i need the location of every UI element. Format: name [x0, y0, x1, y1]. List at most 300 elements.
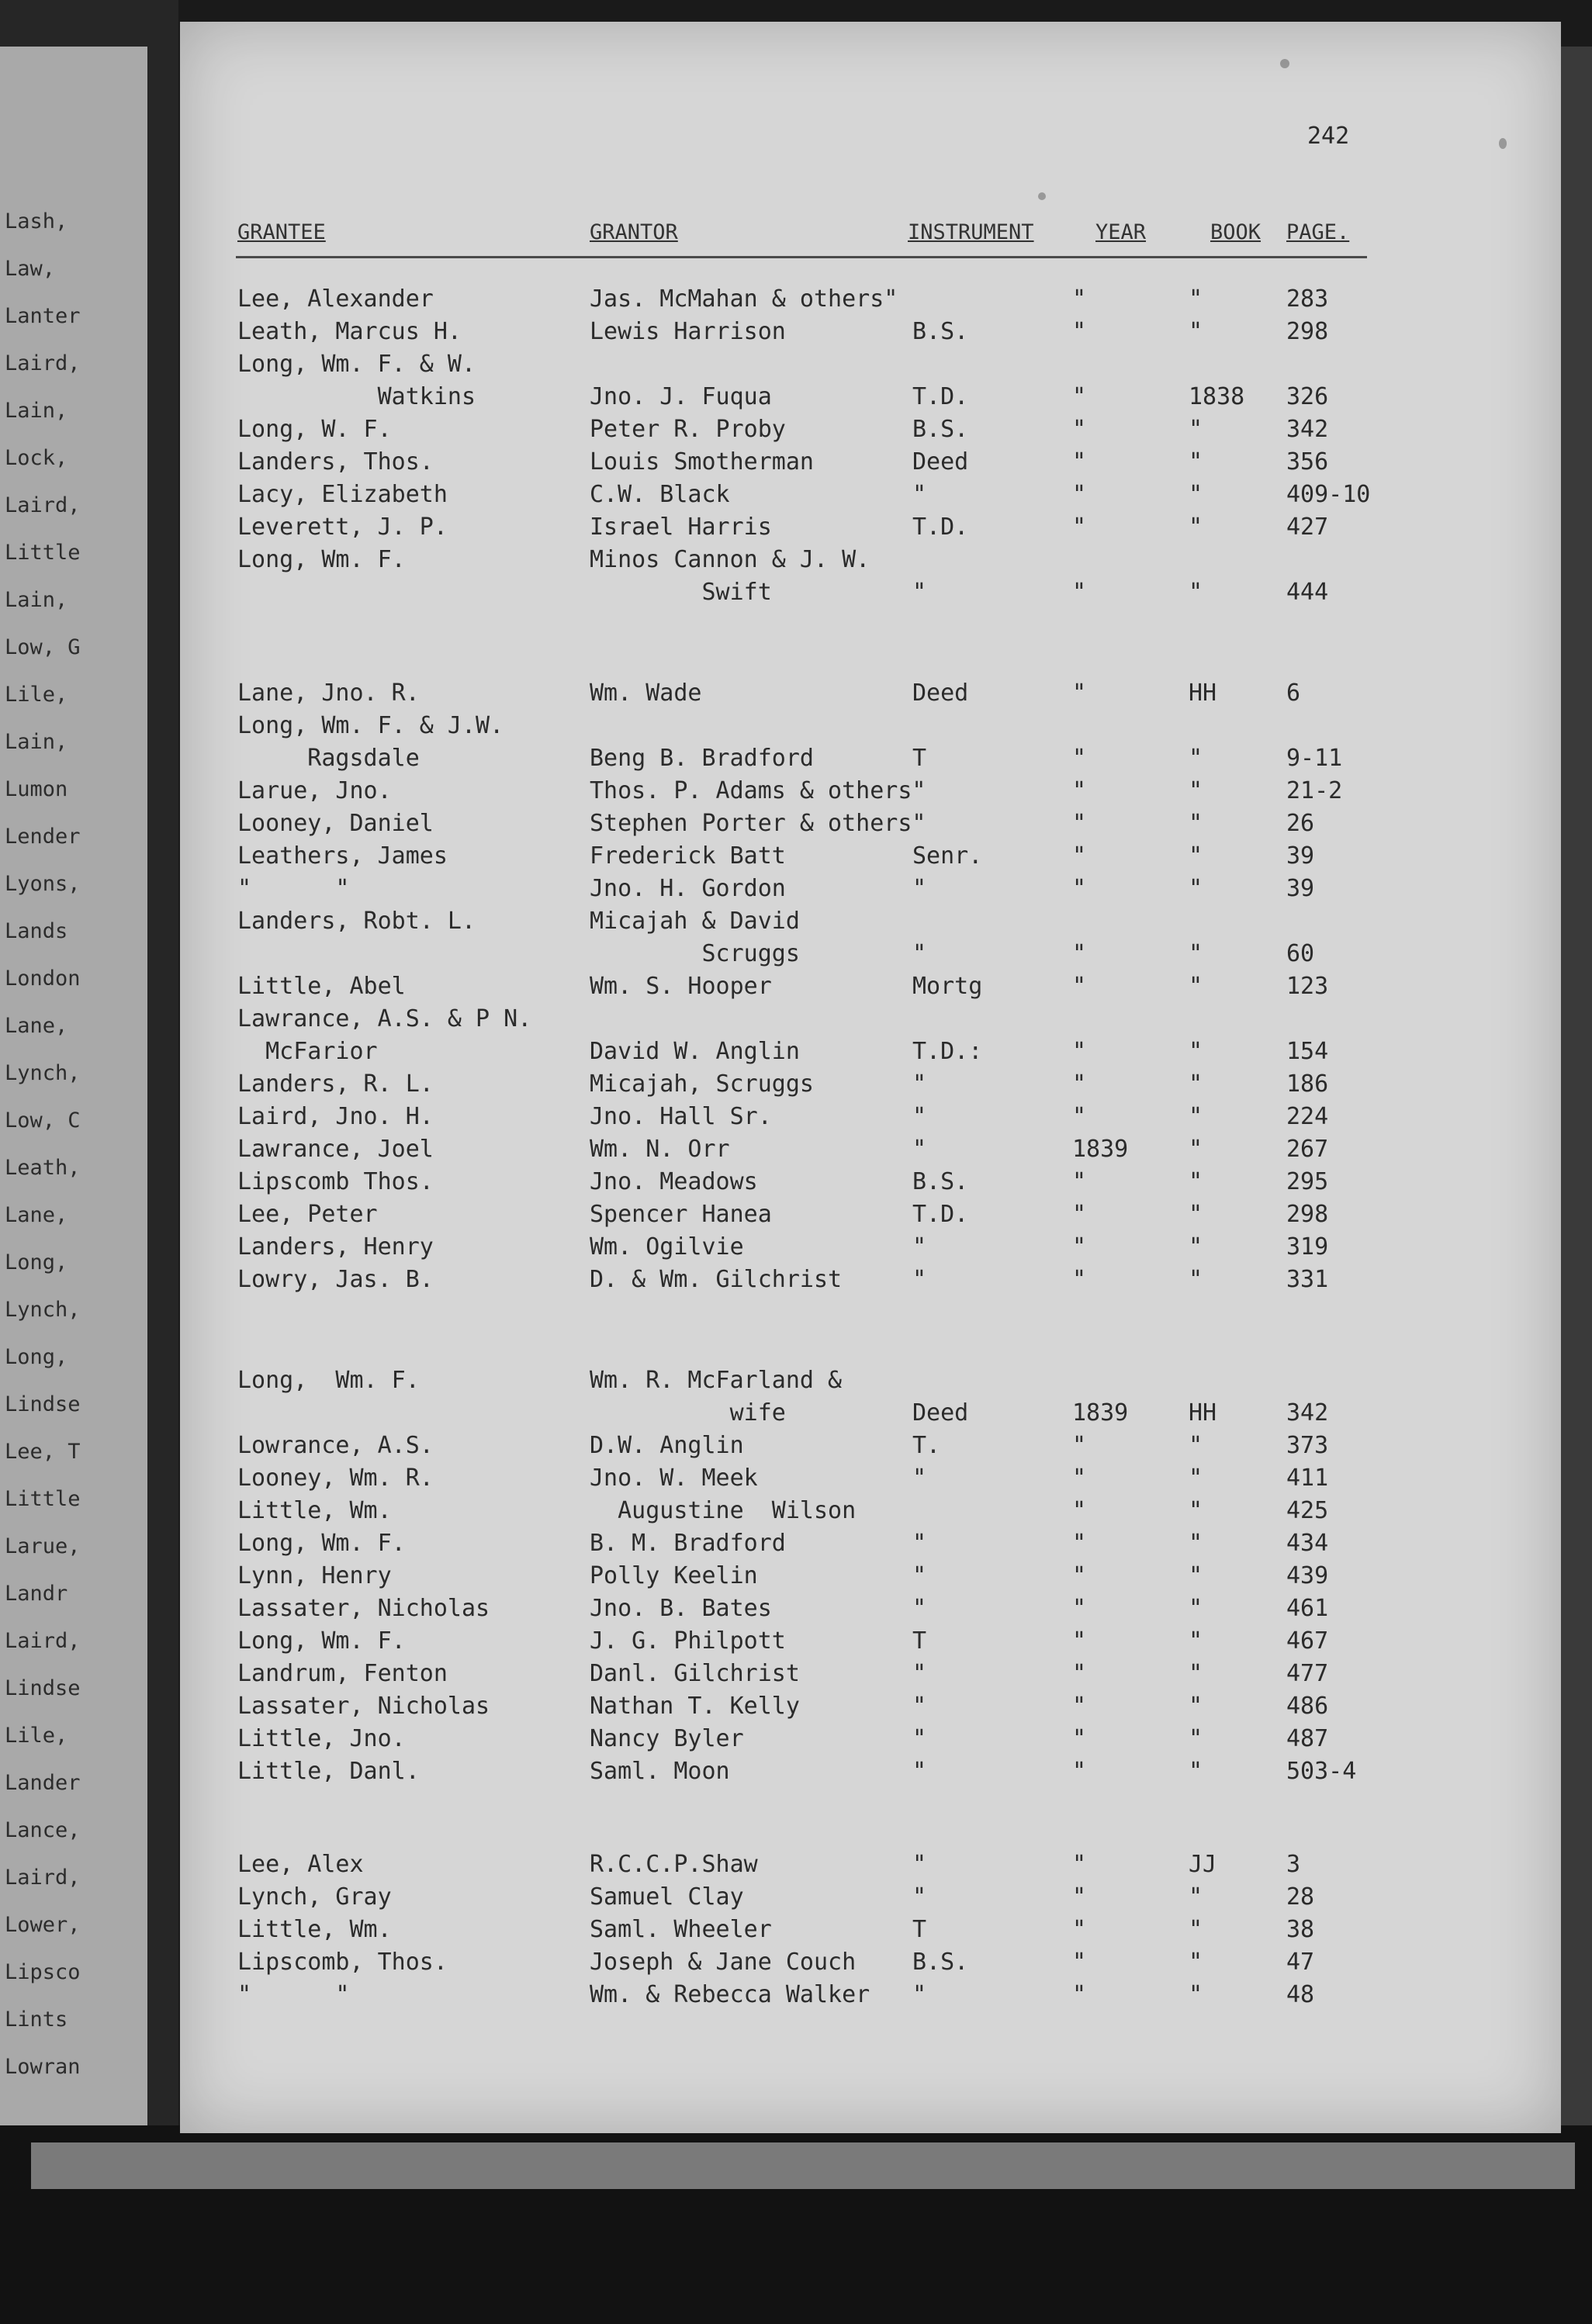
entry-instrument: "	[912, 1233, 927, 1261]
entry-page: 439	[1286, 1562, 1329, 1589]
entry-page: 60	[1286, 940, 1315, 967]
entry-instrument: "	[912, 579, 927, 606]
entry-year: "	[1072, 1497, 1087, 1524]
index-entry	[180, 1168, 1561, 1199]
entry-page: 26	[1286, 810, 1315, 837]
entry-instrument: Mortg	[912, 973, 983, 1000]
entry-instrument: T.D.	[912, 514, 969, 541]
entry-grantor: Scruggs	[590, 940, 800, 967]
index-entry	[180, 973, 1561, 1004]
entry-page: 9-11	[1286, 745, 1343, 772]
entry-grantee: Lawrance, Joel	[237, 1136, 434, 1163]
adjacent-page-text: Lands	[5, 919, 68, 943]
entry-instrument: Deed	[912, 1399, 969, 1427]
entry-page: 154	[1286, 1038, 1329, 1065]
entry-year: "	[1072, 1070, 1087, 1098]
adjacent-page-text: Larue,	[5, 1534, 81, 1558]
adjacent-page-text: Laird,	[5, 351, 81, 375]
entry-grantor: Stephen Porter & others"	[590, 810, 926, 837]
entry-book: 1838	[1189, 383, 1245, 410]
adjacent-page-text: Laird,	[5, 1866, 81, 1890]
entry-grantee: Leathers, James	[237, 842, 448, 870]
entry-year: "	[1072, 1693, 1087, 1720]
entry-grantor: Wm. R. McFarland &	[590, 1367, 843, 1394]
entry-page: 356	[1286, 448, 1329, 476]
index-entry	[180, 1038, 1561, 1069]
index-entry	[180, 1981, 1561, 2012]
entry-instrument: "	[912, 1660, 927, 1687]
entry-grantee: Long, Wm. F.	[237, 546, 406, 573]
entry-book: "	[1189, 318, 1203, 345]
entry-year: "	[1072, 680, 1087, 707]
entry-year: "	[1072, 1851, 1087, 1878]
index-entry	[180, 1465, 1561, 1496]
entry-year: 1839	[1072, 1399, 1129, 1427]
entry-grantor: D.W. Anglin	[590, 1432, 744, 1459]
index-entry	[180, 1399, 1561, 1430]
entry-page: 411	[1286, 1465, 1329, 1492]
entry-instrument: "	[912, 1725, 927, 1752]
index-entry	[180, 1367, 1561, 1398]
entry-instrument: Deed	[912, 448, 969, 476]
entry-instrument: T	[912, 745, 927, 772]
header-year: YEAR	[1095, 220, 1147, 244]
entry-page: 47	[1286, 1949, 1315, 1976]
entry-instrument: Deed	[912, 680, 969, 707]
index-entry	[180, 1103, 1561, 1134]
entry-year: "	[1072, 1038, 1087, 1065]
adjacent-page-text: Lowran	[5, 2055, 81, 2079]
entry-year: "	[1072, 1627, 1087, 1655]
entry-grantor: Nathan T. Kelly	[590, 1693, 800, 1720]
adjacent-page-text: Lynch,	[5, 1298, 81, 1322]
adjacent-page-text: Laird,	[5, 493, 81, 517]
entry-book: "	[1189, 285, 1203, 313]
entry-instrument: "	[912, 1136, 927, 1163]
entry-grantor: Frederick Batt	[590, 842, 786, 870]
header-page: PAGE.	[1286, 220, 1350, 244]
entry-instrument: "	[912, 1758, 927, 1785]
entry-book: "	[1189, 1465, 1203, 1492]
entry-page: 319	[1286, 1233, 1329, 1261]
entry-book: "	[1189, 1266, 1203, 1293]
entry-book: "	[1189, 810, 1203, 837]
page-number: 242	[1307, 123, 1350, 150]
entry-book: "	[1189, 1136, 1203, 1163]
entry-book: "	[1189, 1497, 1203, 1524]
entry-book: "	[1189, 1562, 1203, 1589]
entry-book: "	[1189, 875, 1203, 902]
entry-year: "	[1072, 1725, 1087, 1752]
entry-year: "	[1072, 448, 1087, 476]
entry-book: "	[1189, 481, 1203, 508]
index-entry	[180, 481, 1561, 512]
adjacent-page-text: Little	[5, 541, 81, 565]
entry-grantor: Jno. Hall Sr.	[590, 1103, 772, 1130]
entry-page: 123	[1286, 973, 1329, 1000]
entry-page: 342	[1286, 1399, 1329, 1427]
entry-grantor: D. & Wm. Gilchrist	[590, 1266, 843, 1293]
adjacent-page-text: Lender	[5, 825, 81, 849]
entry-year: "	[1072, 579, 1087, 606]
entry-book: "	[1189, 1201, 1203, 1228]
entry-year: "	[1072, 1168, 1087, 1195]
entry-year: "	[1072, 973, 1087, 1000]
entry-page: 28	[1286, 1883, 1315, 1911]
column-header-row	[234, 220, 1367, 253]
index-entry	[180, 1949, 1561, 1980]
entry-grantee: Lynch, Gray	[237, 1883, 392, 1911]
scan-bottom-strip	[31, 2142, 1575, 2189]
entry-grantee: McFarior	[237, 1038, 378, 1065]
adjacent-page-text: London	[5, 967, 81, 991]
entry-year: "	[1072, 481, 1087, 508]
entry-grantor: Thos. P. Adams & others"	[590, 777, 926, 804]
entry-book: "	[1189, 416, 1203, 443]
entry-grantee: Long, W. F.	[237, 416, 392, 443]
entry-instrument: T.	[912, 1432, 941, 1459]
entry-year: "	[1072, 1758, 1087, 1785]
index-entry	[180, 777, 1561, 808]
entry-instrument: "	[912, 1883, 927, 1911]
entry-grantee: Lipscomb Thos.	[237, 1168, 434, 1195]
entry-grantee: Watkins	[237, 383, 476, 410]
index-entry	[180, 810, 1561, 841]
index-entry	[180, 1562, 1561, 1593]
entry-page: 409-10	[1286, 481, 1371, 508]
entry-grantee: Lee, Alexander	[237, 285, 434, 313]
adjacent-page-text: Lints	[5, 2008, 68, 2032]
entry-grantor: Nancy Byler	[590, 1725, 744, 1752]
entry-grantee: Landers, R. L.	[237, 1070, 434, 1098]
entry-page: 298	[1286, 1201, 1329, 1228]
entry-instrument: "	[912, 1851, 927, 1878]
entry-book: "	[1189, 448, 1203, 476]
entry-page: 487	[1286, 1725, 1329, 1752]
entry-year: "	[1072, 1465, 1087, 1492]
entry-year: "	[1072, 1432, 1087, 1459]
entry-page: 6	[1286, 680, 1301, 707]
entry-grantor: Jno. B. Bates	[590, 1595, 772, 1622]
entry-grantor: Micajah, Scruggs	[590, 1070, 814, 1098]
entry-instrument: "	[912, 1595, 927, 1622]
entry-grantor: R.C.C.P.Shaw	[590, 1851, 758, 1878]
index-entry	[180, 940, 1561, 971]
adjacent-page-text: Lumon	[5, 777, 68, 801]
entry-page: 21-2	[1286, 777, 1343, 804]
entry-year: "	[1072, 383, 1087, 410]
entry-grantor: David W. Anglin	[590, 1038, 800, 1065]
scan-speck	[1499, 138, 1507, 149]
adjacent-page-text: Lain,	[5, 730, 68, 754]
index-entry	[180, 1660, 1561, 1691]
index-entry	[180, 1497, 1561, 1528]
entry-page: 467	[1286, 1627, 1329, 1655]
adjacent-page-text: Lance,	[5, 1818, 81, 1842]
entry-book: "	[1189, 1070, 1203, 1098]
entry-grantee: Lipscomb, Thos.	[237, 1949, 448, 1976]
entry-grantor: Danl. Gilchrist	[590, 1660, 800, 1687]
entry-grantee: " "	[237, 1981, 350, 2008]
entry-instrument: T.D.	[912, 1201, 969, 1228]
entry-grantee: Looney, Wm. R.	[237, 1465, 434, 1492]
entry-grantor: Israel Harris	[590, 514, 772, 541]
entry-year: "	[1072, 1562, 1087, 1589]
entry-page: 283	[1286, 285, 1329, 313]
entry-grantee: Lassater, Nicholas	[237, 1693, 490, 1720]
entry-year: "	[1072, 1916, 1087, 1943]
index-entry	[180, 1201, 1561, 1232]
entry-grantor: Polly Keelin	[590, 1562, 758, 1589]
entry-grantor: Jno. J. Fuqua	[590, 383, 772, 410]
entry-page: 477	[1286, 1660, 1329, 1687]
entry-grantee: Lacy, Elizabeth	[237, 481, 448, 508]
entry-book: "	[1189, 1693, 1203, 1720]
entry-year: "	[1072, 514, 1087, 541]
entry-page: 503-4	[1286, 1758, 1357, 1785]
entry-grantee: Lowry, Jas. B.	[237, 1266, 434, 1293]
adjacent-page-text: Lash,	[5, 209, 68, 233]
entry-grantee: Lawrance, A.S. & P N.	[237, 1005, 532, 1032]
adjacent-page-text: Lee, T	[5, 1440, 81, 1464]
entry-book: JJ	[1189, 1851, 1217, 1878]
adjacent-page-text: Long,	[5, 1345, 68, 1369]
entry-instrument: B.S.	[912, 318, 969, 345]
entry-page: 427	[1286, 514, 1329, 541]
entry-book: HH	[1189, 680, 1217, 707]
index-entry	[180, 1266, 1561, 1297]
entry-grantor: J. G. Philpott	[590, 1627, 786, 1655]
entry-book: "	[1189, 1883, 1203, 1911]
entry-year: "	[1072, 318, 1087, 345]
entry-book: "	[1189, 842, 1203, 870]
index-entry	[180, 579, 1561, 610]
entry-year: "	[1072, 875, 1087, 902]
adjacent-page-text: Lanter	[5, 304, 81, 328]
entry-instrument: "	[912, 1070, 927, 1098]
entry-book: "	[1189, 1627, 1203, 1655]
adjacent-page-text: Lander	[5, 1771, 81, 1795]
entry-book: "	[1189, 1660, 1203, 1687]
entry-grantee: Little, Danl.	[237, 1758, 420, 1785]
entry-grantee: Long, Wm. F. & W.	[237, 351, 476, 378]
index-entry	[180, 1916, 1561, 1947]
entry-page: 331	[1286, 1266, 1329, 1293]
index-entry	[180, 448, 1561, 479]
entry-grantee: Little, Wm.	[237, 1497, 392, 1524]
entry-grantee: Long, Wm. F. & J.W.	[237, 712, 504, 739]
entry-instrument: T.D.:	[912, 1038, 983, 1065]
entry-instrument: "	[912, 481, 927, 508]
entry-grantor: Micajah & David	[590, 908, 800, 935]
adjacent-page-text: Lain,	[5, 588, 68, 612]
entry-grantee: Laird, Jno. H.	[237, 1103, 434, 1130]
entry-grantor: Lewis Harrison	[590, 318, 786, 345]
entry-page: 425	[1286, 1497, 1329, 1524]
scan-speck	[1038, 192, 1046, 200]
entry-page: 186	[1286, 1070, 1329, 1098]
index-entry	[180, 908, 1561, 939]
entry-book: "	[1189, 1038, 1203, 1065]
entry-year: "	[1072, 1660, 1087, 1687]
entry-grantee: Ragsdale	[237, 745, 420, 772]
entry-grantee: Lowrance, A.S.	[237, 1432, 434, 1459]
entry-grantee: Leath, Marcus H.	[237, 318, 462, 345]
index-entry	[180, 1851, 1561, 1882]
index-entry	[180, 514, 1561, 545]
entry-instrument: B.S.	[912, 416, 969, 443]
entry-page: 434	[1286, 1530, 1329, 1557]
entry-book: "	[1189, 1432, 1203, 1459]
entry-grantor: Augustine Wilson	[590, 1497, 857, 1524]
entry-grantor: Wm. & Rebecca Walker	[590, 1981, 870, 2008]
entry-instrument: "	[912, 1103, 927, 1130]
index-entry	[180, 680, 1561, 711]
header-instrument: INSTRUMENT	[908, 220, 1034, 244]
entry-instrument: B.S.	[912, 1949, 969, 1976]
entry-year: 1839	[1072, 1136, 1129, 1163]
scan-speck	[1280, 59, 1289, 68]
adjacent-page-text: Lane,	[5, 1203, 68, 1227]
entry-page: 295	[1286, 1168, 1329, 1195]
entry-year: "	[1072, 1103, 1087, 1130]
entry-instrument: T	[912, 1916, 927, 1943]
entry-grantee: Little, Jno.	[237, 1725, 406, 1752]
entry-book: "	[1189, 579, 1203, 606]
entry-year: "	[1072, 1233, 1087, 1261]
entry-instrument: "	[912, 875, 927, 902]
adjacent-page-text: Landr	[5, 1582, 68, 1606]
entry-year: "	[1072, 1201, 1087, 1228]
index-entry	[180, 1070, 1561, 1101]
entry-grantor: Wm. S. Hooper	[590, 973, 772, 1000]
entry-grantor: Jno. W. Meek	[590, 1465, 758, 1492]
entry-grantee: Lee, Peter	[237, 1201, 378, 1228]
entry-page: 461	[1286, 1595, 1329, 1622]
entry-book: "	[1189, 1981, 1203, 2008]
adjacent-page-text: Lile,	[5, 1724, 68, 1748]
adjacent-page-text: Low, G	[5, 635, 81, 659]
header-grantee: GRANTEE	[237, 220, 326, 244]
entry-grantee: Landers, Henry	[237, 1233, 434, 1261]
entry-grantor: Beng B. Bradford	[590, 745, 814, 772]
entry-book: "	[1189, 1758, 1203, 1785]
entry-page: 298	[1286, 318, 1329, 345]
entry-grantee: Leverett, J. P.	[237, 514, 448, 541]
entry-grantee: Larue, Jno.	[237, 777, 392, 804]
entry-grantee: Lynn, Henry	[237, 1562, 392, 1589]
entry-year: "	[1072, 777, 1087, 804]
entry-book: HH	[1189, 1399, 1217, 1427]
entry-book: "	[1189, 1168, 1203, 1195]
entry-page: 373	[1286, 1432, 1329, 1459]
entry-grantor: Wm. Wade	[590, 680, 702, 707]
index-entry	[180, 1725, 1561, 1756]
entry-page: 3	[1286, 1851, 1301, 1878]
entry-instrument: Senr.	[912, 842, 983, 870]
index-entry	[180, 351, 1561, 382]
entry-page: 267	[1286, 1136, 1329, 1163]
entry-page: 38	[1286, 1916, 1315, 1943]
entry-book: "	[1189, 514, 1203, 541]
header-book: BOOK	[1210, 220, 1261, 244]
adjacent-page-text: Lile,	[5, 683, 68, 707]
entry-book: "	[1189, 1949, 1203, 1976]
entry-grantee: Long, Wm. F.	[237, 1627, 406, 1655]
entry-page: 48	[1286, 1981, 1315, 2008]
entry-instrument: "	[912, 1562, 927, 1589]
entry-year: "	[1072, 1949, 1087, 1976]
entry-book: "	[1189, 1595, 1203, 1622]
entry-page: 39	[1286, 875, 1315, 902]
entry-grantee: Little, Wm.	[237, 1916, 392, 1943]
entry-grantee: Little, Abel	[237, 973, 406, 1000]
adjacent-page-text: Lindse	[5, 1676, 81, 1700]
entry-grantor: Spencer Hanea	[590, 1201, 772, 1228]
entry-year: "	[1072, 940, 1087, 967]
entry-year: "	[1072, 1595, 1087, 1622]
entry-book: "	[1189, 940, 1203, 967]
entry-year: "	[1072, 1883, 1087, 1911]
adjacent-page-text: Leath,	[5, 1156, 81, 1180]
index-entry	[180, 712, 1561, 743]
entry-instrument: "	[912, 1693, 927, 1720]
header-rule	[236, 256, 1367, 258]
entry-book: "	[1189, 1233, 1203, 1261]
entry-year: "	[1072, 842, 1087, 870]
entry-instrument: "	[912, 1530, 927, 1557]
entry-grantor: C.W. Black	[590, 481, 730, 508]
entry-instrument: "	[912, 940, 927, 967]
adjacent-page-text: Lock,	[5, 446, 68, 470]
header-grantor: GRANTOR	[590, 220, 678, 244]
adjacent-page-text: Long,	[5, 1250, 68, 1274]
entry-page: 326	[1286, 383, 1329, 410]
index-entry	[180, 1693, 1561, 1724]
entry-book: "	[1189, 1530, 1203, 1557]
index-entry	[180, 1005, 1561, 1036]
index-entry	[180, 1530, 1561, 1561]
index-entry	[180, 875, 1561, 906]
entry-grantee: Lane, Jno. R.	[237, 680, 420, 707]
entry-page: 486	[1286, 1693, 1329, 1720]
entry-instrument: "	[912, 1465, 927, 1492]
entry-instrument: "	[912, 1981, 927, 2008]
adjacent-page-text: Lain,	[5, 399, 68, 423]
entry-page: 342	[1286, 416, 1329, 443]
entry-book: "	[1189, 1916, 1203, 1943]
index-entry	[180, 285, 1561, 316]
entry-grantor: Jas. McMahan & others"	[590, 285, 898, 313]
entry-grantor: Wm. N. Orr	[590, 1136, 730, 1163]
entry-instrument: T	[912, 1627, 927, 1655]
entry-instrument: T.D.	[912, 383, 969, 410]
index-entry	[180, 546, 1561, 577]
adjacent-page-text: Laird,	[5, 1629, 81, 1653]
entry-book: "	[1189, 1103, 1203, 1130]
entry-grantor: wife	[590, 1399, 786, 1427]
entry-year: "	[1072, 810, 1087, 837]
adjacent-page-text: Lindse	[5, 1392, 81, 1416]
entry-year: "	[1072, 416, 1087, 443]
entry-year: "	[1072, 285, 1087, 313]
entry-grantee: Landers, Robt. L.	[237, 908, 476, 935]
adjacent-page-fragment	[0, 47, 147, 2125]
entry-grantor: Swift	[590, 579, 772, 606]
entry-grantor: Samuel Clay	[590, 1883, 744, 1911]
entry-grantee: Landers, Thos.	[237, 448, 434, 476]
index-entry	[180, 416, 1561, 447]
